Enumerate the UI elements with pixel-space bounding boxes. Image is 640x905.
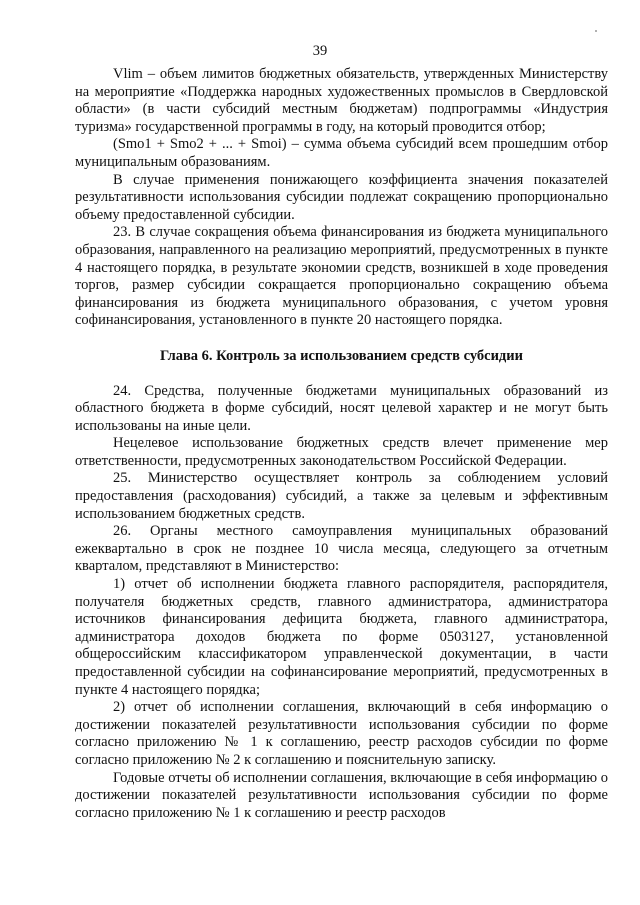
chapter-heading: Глава 6. Контроль за использованием средств субсидии xyxy=(160,347,523,364)
paragraph-annual-reports: Годовые отчеты об исполнении соглашения, включающие в себя информацию о достижении показателей результативности использования субсидии по форме согласно приложению № 1 к соглашению и реестр расходов xyxy=(75,769,608,821)
page-number: 39 xyxy=(312,43,328,59)
document-body xyxy=(75,66,608,822)
paragraph-item-26: 26. Органы местного самоуправления муниципальных образований ежеквартально в срок не позднее 10 числа месяца, следующего за отчетным кварталом, представляют в Министерство: xyxy=(75,523,608,575)
paragraph-item-25: 25. Министерство осуществляет контроль за соблюдением условий предоставления (расходования) субсидий, а также за целевым и эффективным использованием бюджетных средств. xyxy=(75,470,608,522)
paragraph-misuse-liability: Нецелевое использование бюджетных средств влечет применение мер ответственности, предусмотренных законодательством Российской Федерации. xyxy=(75,435,608,469)
paragraph-item-24: 24. Средства, полученные бюджетами муниципальных образований из областного бюджета в форме субсидий, носят целевой характер и не могут быть использованы на иные цели. xyxy=(75,382,608,434)
paragraph-subitem-1: 1) отчет об исполнении бюджета главного распорядителя, распорядителя, получателя бюджетных средств, главного администратора, администратора источников финансирования дефицита бюджета, главного администратора, администратора доходов бюджета по форме 0503127, установленной общероссийским классификатором управленческой документации, в части предоставленной субсидии на софинансирование мероприятий, предусмотренных в пункте 4 настоящего порядка; xyxy=(75,576,608,698)
scan-speck xyxy=(595,30,597,32)
paragraph-reduction-coefficient: В случае применения понижающего коэффициента значения показателей результативности использования субсидии подлежат сокращению пропорционально объему предоставленной субсидии. xyxy=(75,171,608,223)
paragraph-smo-sum-definition: (Smo1 + Smo2 + ... + Smoi) – сумма объема субсидий всем прошедшим отбор муниципальным образованиям. xyxy=(75,136,608,170)
paragraph-item-23: 23. В случае сокращения объема финансирования из бюджета муниципального образования, направленного на реализацию мероприятий, предусмотренных в пункте 4 настоящего порядка, в результате экономии средств, возникшей в ходе проведения торгов, размер субсидии сокращается пропорционально сокращению объема финансирования из бюджета муниципального образования, с учетом уровня софинансирования, установленного в пункте 20 настоящего порядка. xyxy=(75,224,608,329)
paragraph-vlim-definition: Vlim – объем лимитов бюджетных обязательств, утвержденных Министерству на мероприятие «Поддержка народных художественных промыслов в Свердловской области» (в части субсидий местным бюджетам) подпрограммы «Индустрия туризма» государственной программы в году, на который проводится отбор; xyxy=(75,66,608,135)
paragraph-subitem-2: 2) отчет об исполнении соглашения, включающий в себя информацию о достижении показателей результативности использования субсидии по форме согласно приложению № 1 к соглашению, реестр расходов субсидии по форме согласно приложению № 2 к соглашению и пояснительную записку. xyxy=(75,699,608,768)
